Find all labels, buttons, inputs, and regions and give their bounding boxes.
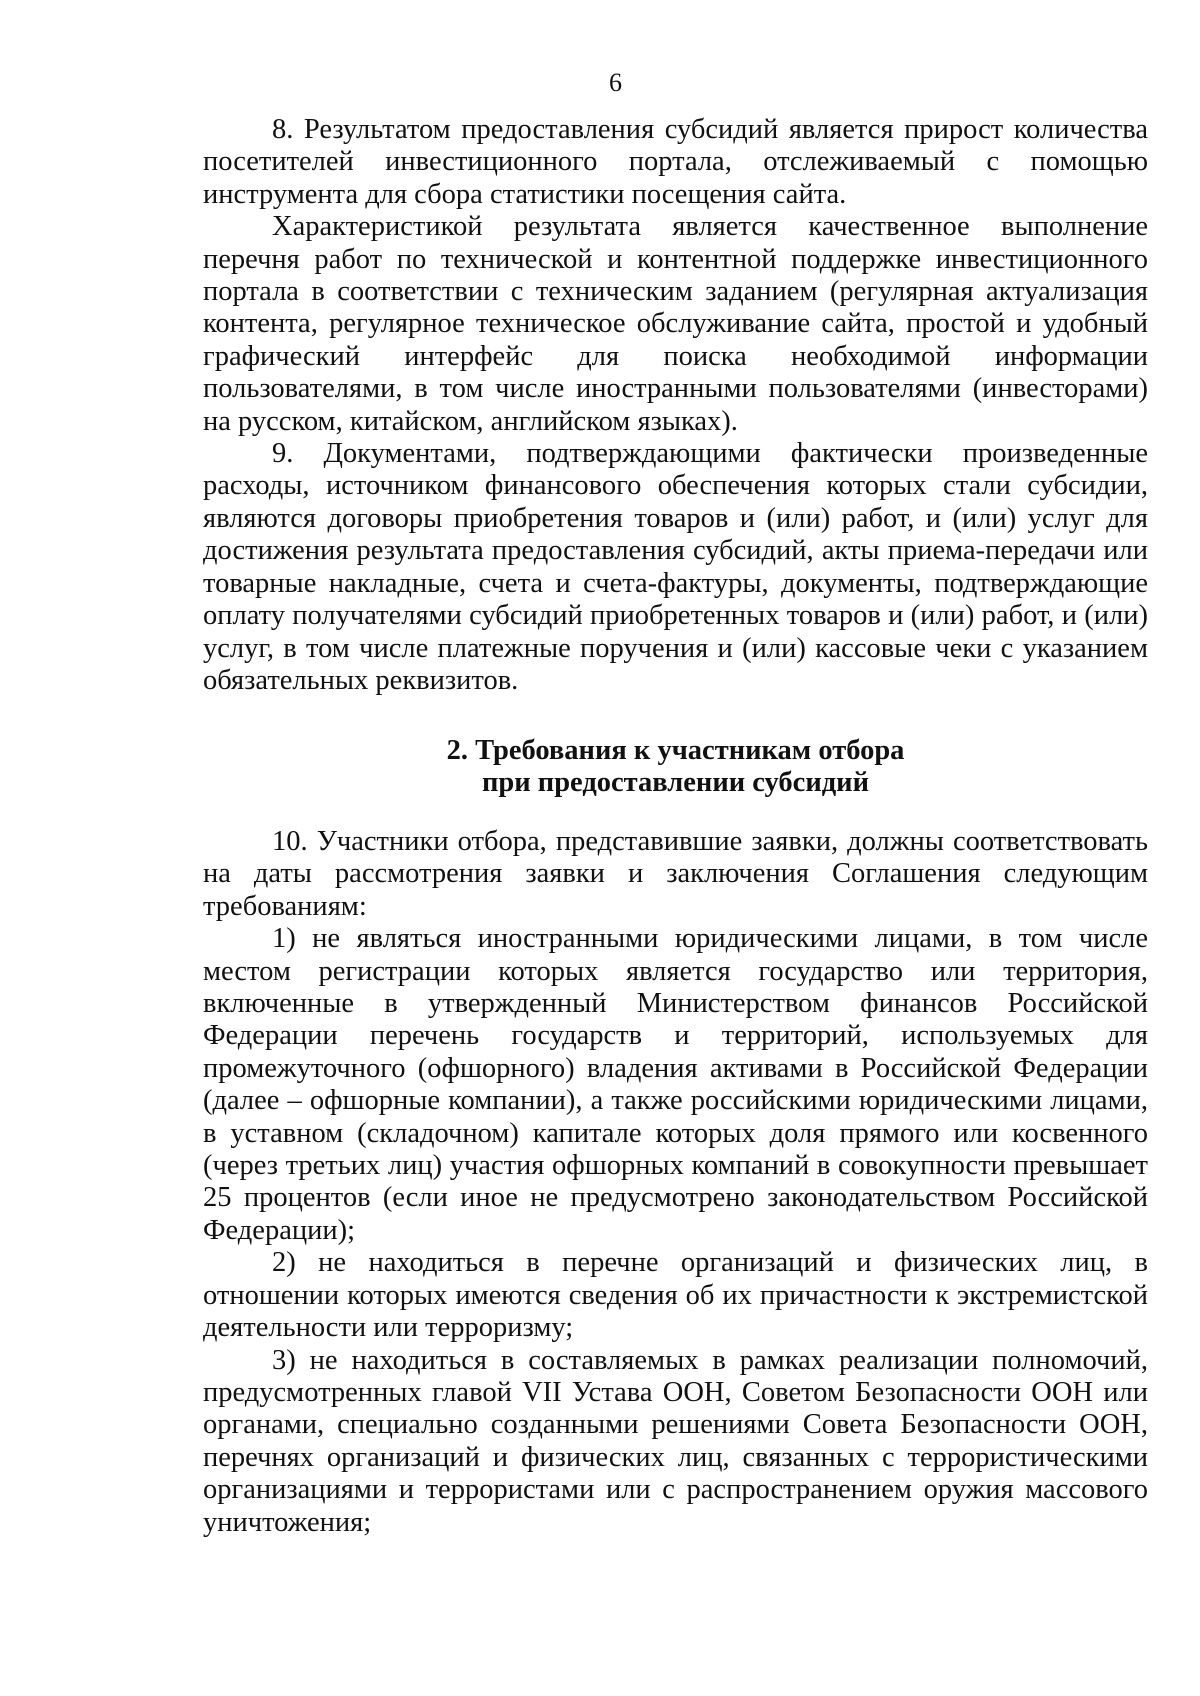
body-text-top	[203, 114, 1148, 697]
section-heading-line-2: при предоставлении субсидий	[481, 767, 870, 799]
paragraph-10: 10. Участники отбора, представившие заявки, должны соответствовать на даты рассмотрения заявки и заключения Соглашения следующим требованиям:	[203, 826, 1148, 922]
section-heading-line-1: 2. Требования к участникам отбора	[446, 735, 905, 766]
paragraph-result-characteristic: Характеристикой результата является качественное выполнение перечня работ по технической и контентной поддержке инвестиционного портала в соответствии с техническим заданием (регулярная актуализация контента, регулярное техническое обслуживание сайта, простой и удобный графический интерфейс для поиска необходимой информации пользователями, в том числе иностранными пользователями (инвесторами) на русском, китайском, английском языках).	[203, 211, 1148, 437]
list-item-1: 1) не являться иностранными юридическими лицами, в том числе местом регистрации которых является государство или территория, включенные в утвержденный Министерством финансов Российской Федерации перечень государств и территорий, используемых для промежуточного (офшорного) владения активами в Российской Федерации (далее – офшорные компании), а также российскими юридическими лицами, в уставном (складочном) капитале которых доля прямого или косвенного (через третьих лиц) участия офшорных компаний в совокупности превышает 25 процентов (если иное не предусмотрено законодательством Российской Федерации);	[203, 923, 1148, 1246]
paragraph-9: 9. Документами, подтверждающими фактически произведенные расходы, источником финансового обеспечения которых стали субсидии, являются договоры приобретения товаров и (или) работ, и (или) услуг для достижения результата предоставления субсидий, акты приема-передачи или товарные накладные, счета и счета-фактуры, документы, подтверждающие оплату получателями субсидий приобретенных товаров и (или) работ, и (или) услуг, в том числе платежные поручения и (или) кассовые чеки с указанием обязательных реквизитов.	[203, 438, 1148, 696]
page-number: 6	[609, 68, 622, 97]
list-item-2: 2) не находиться в перечне организаций и физических лиц, в отношении которых имеются сведения об их причастности к экстремистской деятельности или терроризму;	[203, 1247, 1148, 1344]
body-text-bottom	[203, 826, 1148, 1539]
list-item-3: 3) не находиться в составляемых в рамках реализации полномочий, предусмотренных главой VII Устава ООН, Советом Безопасности ООН или органами, специально созданными решениями Совета Безопасности ООН, перечнях организаций и физических лиц, связанных с террористическими организациями и террористами или с распространением оружия массового уничтожения;	[203, 1344, 1148, 1538]
paragraph-8: 8. Результатом предоставления субсидий является прирост количества посетителей инвестиционного портала, отслеживаемый с помощью инструмента для сбора статистики посещения сайта.	[203, 114, 1148, 210]
section-heading	[0, 735, 1200, 800]
